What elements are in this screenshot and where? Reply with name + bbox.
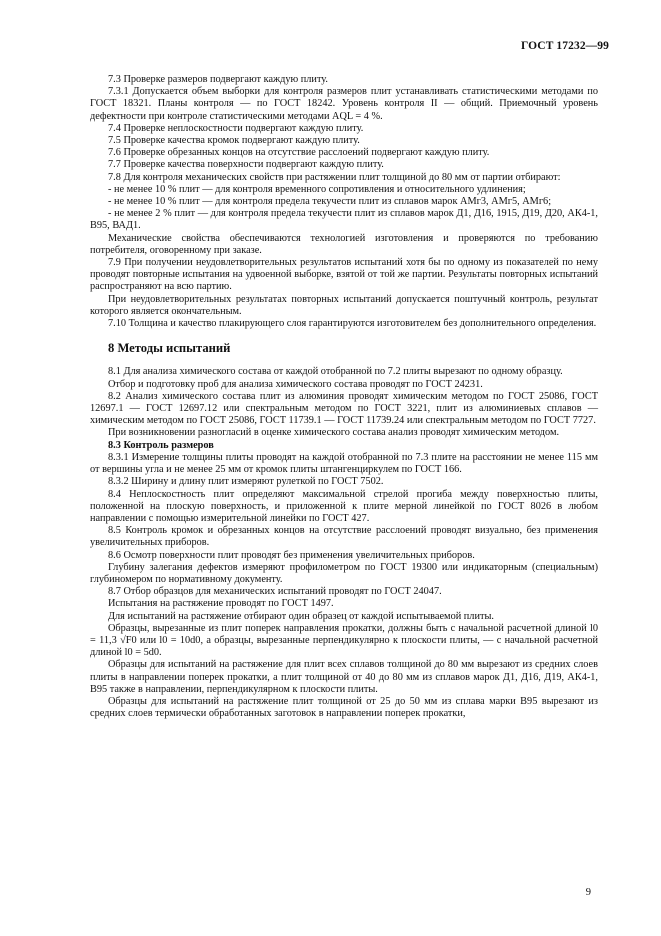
clause-8-3-2: 8.3.2 Ширину и длину плит измеряют рулеткой по ГОСТ 7502. [108,476,384,488]
page-number: 9 [585,887,591,898]
paragraph: Испытания на растяжение проводят по ГОСТ 1497. [108,598,334,610]
subsection-heading: 8.3 Контроль размеров [108,439,214,451]
list-item: - не менее 10 % плит — для контроля предела текучести плит из сплавов марок АМг3, АМг5, АМг6; [108,196,552,208]
clause-7-8: 7.8 Для контроля механических свойств при растяжении плит толщиной до 80 мм от партии отбирают: [108,171,561,183]
list-item: - не менее 10 % плит — для контроля временного сопротивления и относительного удлинения; [108,183,526,195]
paragraph: Образцы для испытаний на растяжение плит толщиной от 25 до 50 мм из сплава марки В95 вырезают из средних слоев термически обработанных заготовок в направлении поперек прокатки, [90,695,598,720]
clause-7-4: 7.4 Проверке неплоскостности подвергают каждую плиту. [108,122,364,134]
clause-8-6: 8.6 Осмотр поверхности плит проводят без применения увеличительных приборов. [108,549,475,561]
clause-7-3-1: 7.3.1 Допускается объем выборки для контроля размеров плит устанавливать статистическими методами по ГОСТ 18321. Планы контроля — по ГОСТ 18242. Уровень контроля II — общий. Приемочный уровень дефектности при контроле статистическими методами AQL = 4 %. [90,86,598,122]
clause-8-2: 8.2 Анализ химического состава плит из алюминия проводят химическим методом по ГОСТ 25086, ГОСТ 12697.1 — ГОСТ 12697.12 или спектральным методом по ГОСТ 3221, плит из алюминиевых сплавов — химическим методом по ГОСТ 25086, ГОСТ 11739.1 — ГОСТ 11739.24 или спектральным методом по ГОСТ 7727. [90,390,598,427]
clause-8-5: 8.5 Контроль кромок и обрезанных концов на отсутствие расслоений проводят визуально, без применения увеличительных приборов. [90,525,598,549]
list-item: - не менее 2 % плит — для контроля предела текучести плит из сплавов марок Д1, Д16, 1915, Д19, Д20, АК4-1, В95, ВАД1. [90,208,598,232]
clause-7-7: 7.7 Проверке качества поверхности подвергают каждую плиту. [108,159,384,171]
section-heading: 8 Методы испытаний [108,341,231,356]
clause-7-5: 7.5 Проверке качества кромок подвергают каждую плиту. [108,135,360,147]
document-header: ГОСТ 17232—99 [520,40,609,52]
clause-8-1: 8.1 Для анализа химического состава от каждой отобранной по 7.2 плиты вырезают по одному образцу. [108,366,563,378]
paragraph: Механические свойства обеспечиваются технологией изготовления и проверяются по требованию потребителя, оговоренному при заказе. [90,232,598,256]
clause-7-10: 7.10 Толщина и качество плакирующего слоя гарантируются изготовителем без дополнительного определения. [108,318,597,330]
clause-7-3: 7.3 Проверке размеров подвергают каждую плиту. [108,74,328,85]
clause-8-3-1: 8.3.1 Измерение толщины плиты проводят на каждой отобранной по 7.3 плите на расстоянии не менее 115 мм от вершины угла и не менее 25 мм от кромок плиты штангенциркулем по ГОСТ 166. [90,451,598,476]
clause-8-7: 8.7 Отбор образцов для механических испытаний проводят по ГОСТ 24047. [108,586,442,598]
paragraph: Образцы для испытаний на растяжение для плит всех сплавов толщиной до 80 мм вырезают из средних слоев плиты в направлении поперек прокатки, а плит толщиной от 40 до 80 мм из сплавов марок Д1, Д16, Д19, АК4-1, В95 также в направлении, перпендикулярном к плоскости плиты. [90,659,598,695]
paragraph: При неудовлетворительных результатах повторных испытаний допускается поштучный контроль, результат которого является окончательным. [90,293,598,317]
paragraph: Образцы, вырезанные из плит поперек направления прокатки, должны быть с начальной расчетной длиной l0 = 11,3 √F0 или l0 = 10d0, а образцы, вырезанные перпендикулярно к плоскости плиты, — с начальной расчетной длиной l0 = 5d0. [90,622,598,659]
clause-7-6: 7.6 Проверке обрезанных концов на отсутствие расслоений подвергают каждую плиту. [108,147,490,159]
clause-8-4: 8.4 Неплоскостность плит определяют максимальной стрелой прогиба между поверхностью плиты, положенной на плоскую поверхность, и приложенной к плите мерной линейкой по ГОСТ 8026 в любом направлении с помощью измерительной линейки по ГОСТ 427. [90,488,598,524]
paragraph: Для испытаний на растяжение отбирают один образец от каждой испытываемой плиты. [108,610,494,622]
document-body [90,74,598,720]
paragraph: Глубину залегания дефектов измеряют профилометром по ГОСТ 19300 или индикаторным (специальным) глубиномером по нормативному документу. [90,561,598,585]
clause-7-9: 7.9 При получении неудовлетворительных результатов испытаний хотя бы по одному из показателей по нему проводят повторные испытания на удвоенной выборке, взятой от той же партии. Результаты повторных испытаний распространяют на всю партию. [90,257,598,293]
paragraph: При возникновении разногласий в оценке химического состава анализ проводят химическим методом. [108,427,560,439]
paragraph: Отбор и подготовку проб для анализа химического состава проводят по ГОСТ 24231. [108,378,483,390]
